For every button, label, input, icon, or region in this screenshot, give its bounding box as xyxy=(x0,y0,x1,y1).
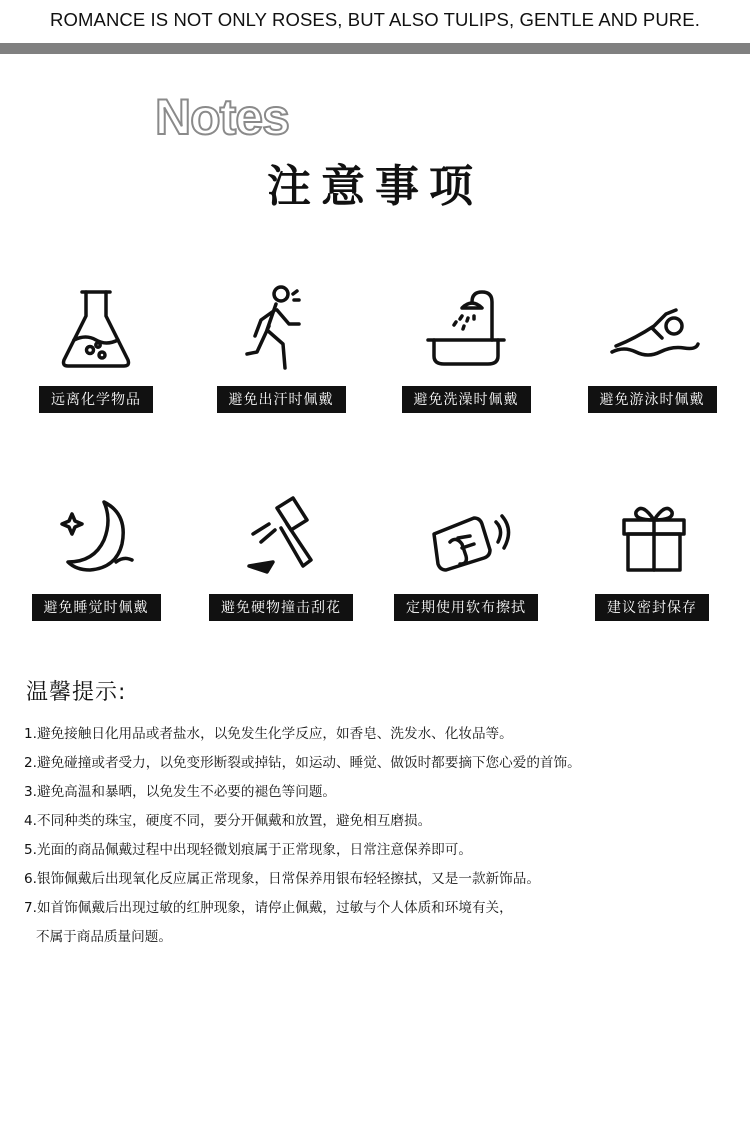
care-item-chemicals xyxy=(6,282,186,413)
moon-star-icon xyxy=(46,490,146,580)
care-item-sweat xyxy=(191,282,371,413)
tip-item: 4.不同种类的珠宝，硬度不同，要分开佩戴和放置，避免相互磨损。 xyxy=(24,813,432,829)
tip-item: 7.如首饰佩戴后出现过敏的红肿现象，请停止佩戴，过敏与个人体质和环境有关， xyxy=(24,900,513,916)
tip-item-continuation: 不属于商品质量问题。 xyxy=(36,929,172,945)
page-title: 注意事项 xyxy=(267,161,483,212)
care-label: 避免硬物撞击刮花 xyxy=(209,594,353,621)
care-item-sleeping xyxy=(6,490,186,621)
tips-list xyxy=(24,720,734,952)
care-label: 远离化学物品 xyxy=(39,386,153,413)
care-item-bathing xyxy=(376,282,556,413)
flask-icon xyxy=(46,282,146,372)
hammer-icon xyxy=(231,490,331,580)
tip-item: 3.避免高温和暴晒，以免发生不必要的褪色等问题。 xyxy=(24,784,337,800)
care-label: 避免游泳时佩戴 xyxy=(588,386,717,413)
hand-cloth-wipe-icon xyxy=(416,490,516,580)
tip-item: 5.光面的商品佩戴过程中出现轻微划痕属于正常现象，日常注意保养即可。 xyxy=(24,842,472,858)
care-instructions-grid xyxy=(0,282,750,642)
care-label: 建议密封保存 xyxy=(595,594,709,621)
care-label: 定期使用软布擦拭 xyxy=(394,594,538,621)
slogan-text: ROMANCE IS NOT ONLY ROSES, BUT ALSO TULIPS, GENTLE AND PURE. xyxy=(50,9,700,30)
care-label: 避免洗澡时佩戴 xyxy=(402,386,531,413)
care-item-wiping xyxy=(376,490,556,621)
tip-item: 2.避免碰撞或者受力，以免变形断裂或掉钻，如运动、睡觉、做饭时都要摘下您心爱的首饰。 xyxy=(24,755,581,771)
care-label: 避免出汗时佩戴 xyxy=(217,386,346,413)
care-item-sealed-storage xyxy=(562,490,742,621)
care-item-swimming xyxy=(562,282,742,413)
bathtub-shower-icon xyxy=(416,282,516,372)
tip-item: 1.避免接触日化用品或者盐水，以免发生化学反应，如香皂、洗发水、化妆品等。 xyxy=(24,726,513,742)
tip-item: 6.银饰佩戴后出现氧化反应属正常现象，日常保养用银布轻轻擦拭，又是一款新饰品。 xyxy=(24,871,540,887)
running-person-icon xyxy=(231,282,331,372)
gray-divider-bar xyxy=(0,43,750,54)
tips-heading: 温馨提示: xyxy=(26,680,127,705)
swimmer-icon xyxy=(602,282,702,372)
notes-heading: Notes xyxy=(155,89,289,145)
care-label: 避免睡觉时佩戴 xyxy=(32,594,161,621)
slogan-banner xyxy=(0,0,750,40)
care-item-impact xyxy=(191,490,371,621)
gift-box-icon xyxy=(602,490,702,580)
